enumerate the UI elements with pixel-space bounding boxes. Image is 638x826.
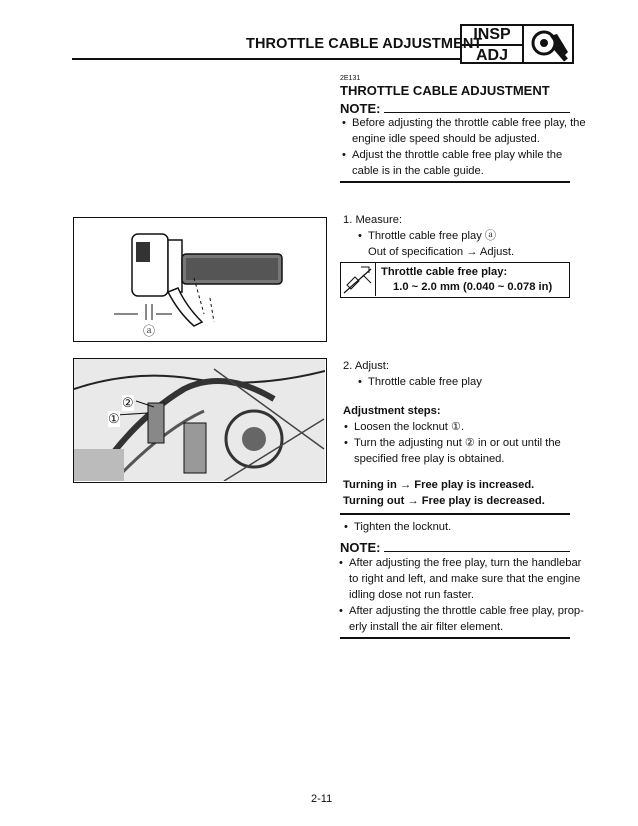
note-item: • Adjust the throttle cable free play while the bbox=[352, 147, 562, 163]
note-rule-2 bbox=[384, 551, 570, 552]
note-label-2: NOTE: bbox=[340, 540, 381, 555]
note-rule bbox=[384, 112, 570, 113]
steps-end-rule bbox=[340, 513, 570, 515]
note-2-end-rule bbox=[340, 637, 570, 639]
caliper-icon bbox=[341, 263, 376, 296]
badge-top-label: INSP bbox=[462, 26, 522, 46]
tighten-locknut-bullet: • Tighten the locknut. bbox=[354, 519, 451, 535]
wrench-icon bbox=[524, 24, 574, 64]
page-number: 2-11 bbox=[311, 793, 333, 805]
spec-box bbox=[340, 262, 570, 298]
adjustment-step: • Loosen the locknut ①. bbox=[354, 419, 464, 435]
page-header-title: THROTTLE CABLE ADJUSTMENT bbox=[246, 36, 483, 52]
spec-label: Throttle cable free play: bbox=[381, 266, 508, 278]
throttle-grip-illustration bbox=[74, 218, 325, 340]
callout-2: ② bbox=[122, 395, 134, 410]
step-2-bullet: • Throttle cable free play bbox=[368, 374, 482, 390]
note-2-item-cont: idling dose not run faster. bbox=[349, 589, 475, 601]
step-1-title: 1. Measure: bbox=[343, 214, 403, 226]
section-code: 2E131 bbox=[340, 75, 361, 82]
turning-out-text: Turning out → Free play is decreased. bbox=[343, 495, 545, 507]
callout-a: ⓐ bbox=[143, 324, 156, 338]
step-1-out-of-spec: Out of specification → Adjust. bbox=[368, 246, 515, 258]
spec-value: 1.0 ~ 2.0 mm (0.040 ~ 0.078 in) bbox=[393, 281, 553, 293]
adjustment-step: • Turn the adjusting nut ② in or out until the bbox=[354, 435, 561, 451]
note-label: NOTE: bbox=[340, 101, 381, 116]
note-item: • Before adjusting the throttle cable free play, the bbox=[352, 115, 586, 131]
section-badge bbox=[460, 24, 524, 64]
turning-in-text: Turning in → Free play is increased. bbox=[343, 479, 535, 491]
badge-bottom-label: ADJ bbox=[475, 47, 508, 64]
adjustment-step-cont: specified free play is obtained. bbox=[354, 453, 505, 465]
note-2-item: • After adjusting the throttle cable free play, prop- bbox=[349, 603, 584, 619]
figure-adjusting-nut bbox=[73, 358, 327, 483]
note-2-item-cont: to right and left, and make sure that the engine bbox=[349, 573, 581, 585]
note-item-cont: cable is in the cable guide. bbox=[352, 165, 484, 177]
step-2-title: 2. Adjust: bbox=[343, 360, 390, 372]
note-2-item: • After adjusting the free play, turn the handlebar bbox=[349, 555, 581, 571]
adjustment-steps-title: Adjustment steps: bbox=[343, 405, 441, 417]
note-item-cont: engine idle speed should be adjusted. bbox=[352, 133, 540, 145]
header-rule bbox=[72, 58, 460, 60]
callout-1: ① bbox=[108, 411, 120, 426]
step-1-bullet: • Throttle cable free play ⓐ bbox=[368, 228, 496, 244]
section-title: THROTTLE CABLE ADJUSTMENT bbox=[340, 83, 550, 98]
figure-throttle-grip bbox=[73, 217, 327, 342]
note-end-rule bbox=[340, 181, 570, 183]
note-2-item-cont: erly install the air filter element. bbox=[349, 621, 504, 633]
